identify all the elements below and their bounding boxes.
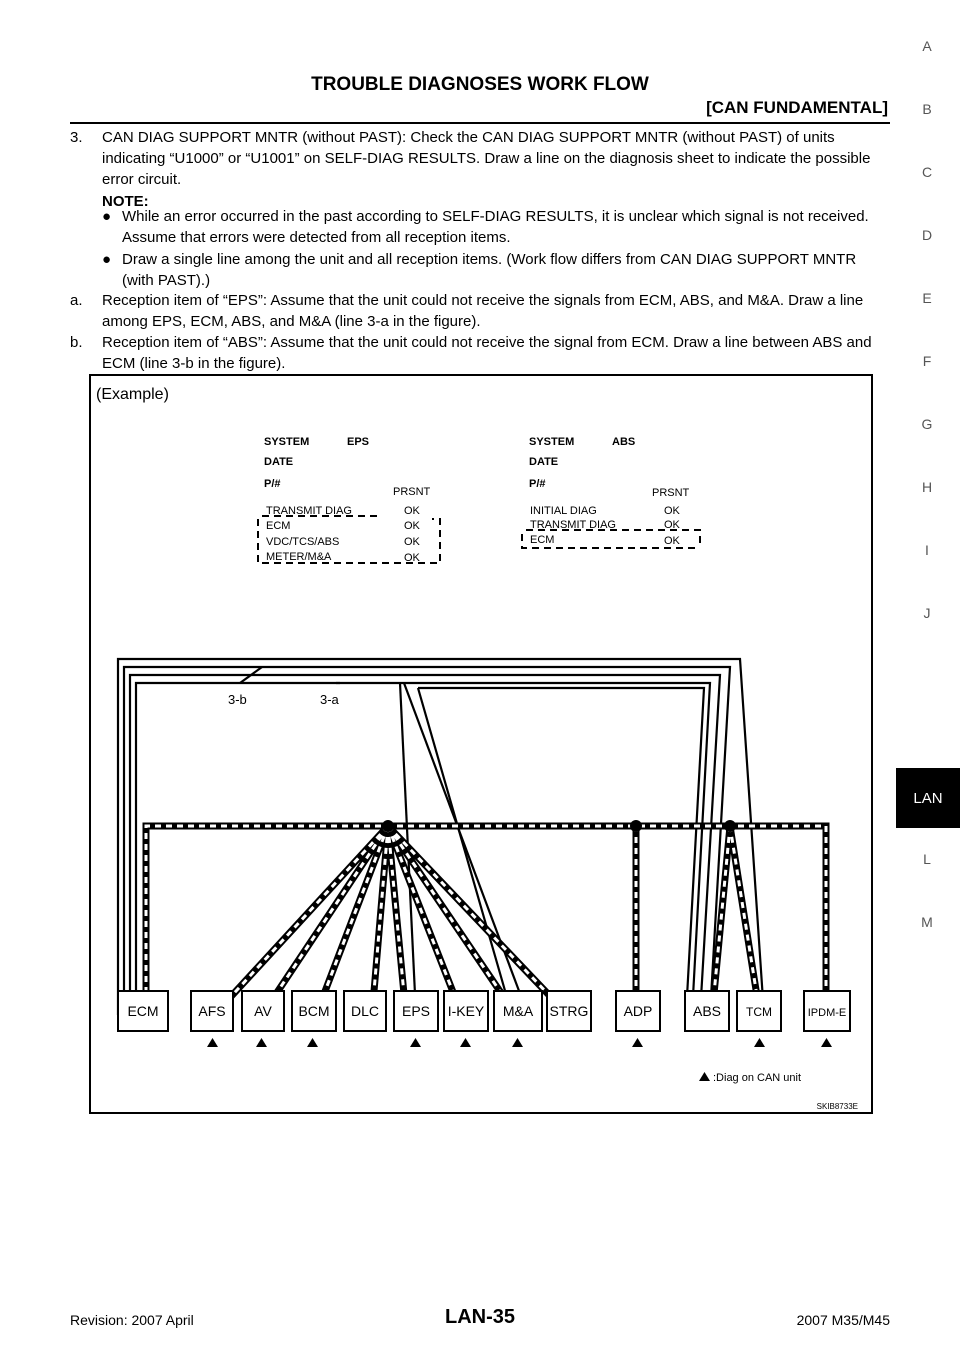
eps-row-item: VDC/TCS/ABS <box>266 536 340 548</box>
junction-dot <box>724 820 736 832</box>
note-bullet-1: ● While an error occurred in the past according to SELF-DIAG RESULTS, it is unclear which signal is not received. Assume that errors were detected from all reception items. <box>102 206 890 248</box>
can-branches-left <box>214 826 568 1015</box>
legend-triangle-icon <box>699 1072 710 1081</box>
eps-date-label: DATE <box>264 456 294 468</box>
triangle-icon <box>821 1038 832 1047</box>
unit-label-ipdm: IPDM-E <box>807 1007 847 1019</box>
side-index-lan-tab[interactable]: LAN <box>896 768 960 828</box>
abs-prsnt-label: PRSNT <box>652 487 690 499</box>
section-subtitle: [CAN FUNDAMENTAL] <box>706 98 888 117</box>
line-3a-to-ma <box>404 683 528 1015</box>
eps-part-label: P/# <box>264 478 281 490</box>
page-title: TROUBLE DIAGNOSES WORK FLOW <box>311 74 649 95</box>
unit-boxes <box>118 991 850 1031</box>
triangle-icon <box>632 1038 643 1047</box>
eps-row-status: OK <box>404 552 420 564</box>
abs-row-item: TRANSMIT DIAG <box>530 519 616 531</box>
unit-label-afs: AFS <box>198 1003 226 1019</box>
abs-system-label: SYSTEM <box>529 436 575 448</box>
footer-model: 2007 M35/M45 <box>796 1312 890 1328</box>
side-index-a[interactable]: A <box>922 38 932 54</box>
bullet-1-text: While an error occurred in the past according to SELF-DIAG RESULTS, it is unclear which signal is not received. Assume that errors were detected from all reception items. <box>122 208 869 246</box>
unit-label-abs: ABS <box>692 1003 722 1019</box>
eps-row-status: OK <box>404 536 420 548</box>
eps-system-value: EPS <box>347 436 370 448</box>
figure-code: SKIB8733E <box>816 1102 858 1111</box>
can-bus <box>146 826 826 1015</box>
side-index-j[interactable]: J <box>923 605 931 621</box>
triangle-icon <box>754 1038 765 1047</box>
eps-row-status: OK <box>404 520 420 532</box>
side-index-f[interactable]: F <box>922 353 932 369</box>
side-index-e[interactable]: E <box>922 290 932 306</box>
triangle-icon <box>307 1038 318 1047</box>
abs-part-label: P/# <box>529 478 546 490</box>
page-number: LAN-35 <box>444 1306 515 1328</box>
triangle-icon <box>256 1038 267 1047</box>
eps-row-item: ECM <box>266 520 291 532</box>
line-3a-ma-link <box>418 688 512 1015</box>
unit-label-bcm: BCM <box>298 1003 330 1019</box>
step-3-text: CAN DIAG SUPPORT MNTR (without PAST): Check the CAN DIAG SUPPORT MNTR (without PAST) of units indicating “U1000” or “U1001” on SELF-DIAG RESULTS. Draw a line on the diagnosis sheet to indicate the possible error circuit. <box>102 129 871 188</box>
abs-system-value: ABS <box>612 436 636 448</box>
abs-row-status: OK <box>664 519 680 531</box>
unit-label-ikey: I-KEY <box>447 1003 485 1019</box>
abs-row-item: ECM <box>530 534 555 546</box>
line-3a-to-abs <box>418 688 704 1015</box>
side-index-c[interactable]: C <box>921 164 933 180</box>
unit-label-ma: M&A <box>502 1003 534 1019</box>
legend-text: :Diag on CAN unit <box>713 1072 802 1084</box>
unit-label-strg: STRG <box>549 1003 589 1019</box>
note-bullet-2: ● Draw a single line among the unit and all reception items. (Work flow differs from CAN DIAG SUPPORT MNTR (with PAST).) <box>102 249 890 291</box>
footer-revision: Revision: 2007 April <box>70 1312 194 1328</box>
abs-panel <box>522 436 700 548</box>
item-a-text: Reception item of “EPS”: Assume that the unit could not receive the signals from ECM, ABS, and M&A. Draw a line among EPS, ECM, ABS, and M&A (line 3-a in the figure). <box>102 292 864 330</box>
item-b-text: Reception item of “ABS”: Assume that the unit could not receive the signal from ECM. Draw a line between ABS and ECM (line 3-b in the figure). <box>102 334 872 372</box>
eps-row-item: TRANSMIT DIAG <box>266 505 352 517</box>
example-label: (Example) <box>96 386 169 403</box>
abs-row-status: OK <box>664 535 680 547</box>
unit-label-ecm: ECM <box>127 1003 159 1019</box>
abs-row-item: INITIAL DIAG <box>530 505 597 517</box>
side-index-d[interactable]: D <box>921 227 933 243</box>
side-index-m[interactable]: M <box>921 914 933 930</box>
eps-prsnt-label: PRSNT <box>393 486 431 498</box>
junction-dot <box>630 820 642 832</box>
triangle-icon <box>410 1038 421 1047</box>
eps-system-label: SYSTEM <box>264 436 310 448</box>
side-index-i[interactable]: I <box>925 542 929 558</box>
unit-label-dlc: DLC <box>350 1003 380 1019</box>
unit-label-eps: EPS <box>401 1003 431 1019</box>
side-index-l[interactable]: L <box>923 851 931 867</box>
label-3a: 3-a <box>320 692 339 707</box>
abs-row-status: OK <box>664 505 680 517</box>
side-index-g[interactable]: G <box>921 416 933 432</box>
abs-date-label: DATE <box>529 456 559 468</box>
side-index-h[interactable]: H <box>921 479 933 495</box>
unit-label-av: AV <box>254 1003 272 1019</box>
triangle-icon <box>207 1038 218 1047</box>
triangle-icon <box>460 1038 471 1047</box>
unit-label-adp: ADP <box>623 1003 653 1019</box>
eps-row-status: OK <box>404 505 420 517</box>
unit-label-tcm: TCM <box>746 1005 772 1019</box>
triangle-icon <box>512 1038 523 1047</box>
bullet-2-text: Draw a single line among the unit and all reception items. (Work flow differs from CAN DIAG SUPPORT MNTR (with PAST).) <box>122 251 857 289</box>
eps-panel <box>258 436 440 564</box>
note-label: NOTE: <box>102 193 149 210</box>
label-3b: 3-b <box>228 692 247 707</box>
line-3a-outer <box>130 675 720 1015</box>
step-3-paragraph: 3. CAN DIAG SUPPORT MNTR (without PAST): Check the CAN DIAG SUPPORT MNTR (without PAST) of units indicating “U1000” or “U1001” on SELF-DIAG RESULTS. Draw a line on the diagnosis sheet to indicate the possible error circuit. <box>70 127 890 190</box>
item-a: a. Reception item of “EPS”: Assume that the unit could not receive the signals from ECM, ABS, and M&A. Draw a line among EPS, ECM, ABS, and M&A (line 3-a in the figure). <box>70 290 890 332</box>
side-index-b[interactable]: B <box>922 101 932 117</box>
item-b: b. Reception item of “ABS”: Assume that the unit could not receive the signal from ECM. Draw a line between ABS and ECM (line 3-b in the figure). <box>70 332 890 374</box>
junction-dot <box>382 820 394 832</box>
eps-row-item: METER/M&A <box>266 551 332 563</box>
